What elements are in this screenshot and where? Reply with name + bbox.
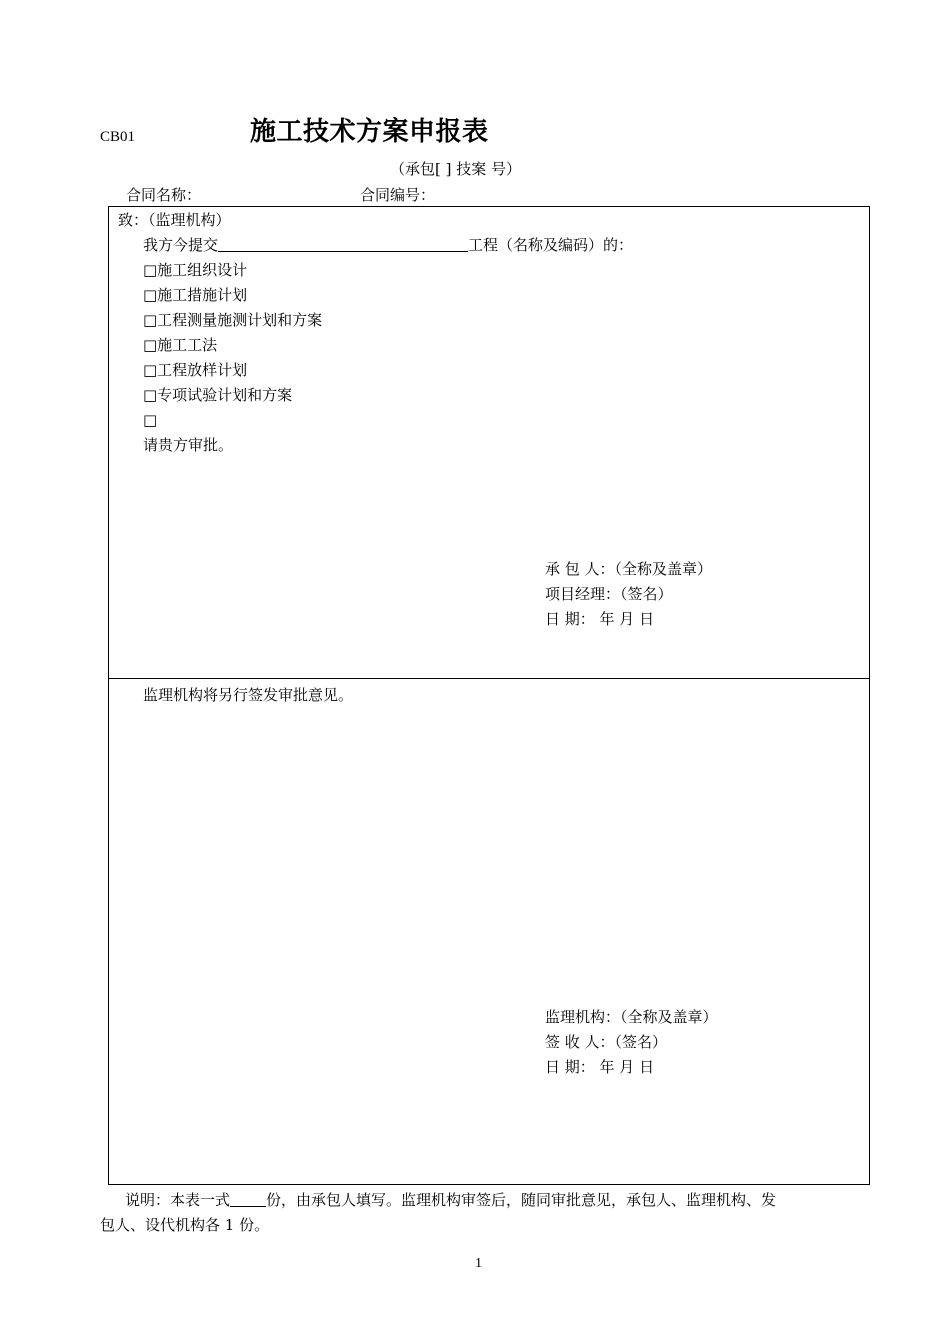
footer-note-line2: 包人、设代机构各 1 份。 [100,1216,270,1234]
supervisor-signature-label: 监理机构：（全称及盖章） [545,1008,718,1026]
form-code: CB01 [100,129,136,145]
project-name-blank[interactable] [218,236,468,252]
page-number: 1 [475,1256,482,1271]
project-manager-label: 项目经理：（签名） [545,585,673,603]
addressee-line: 致：（监理机构） [118,211,231,229]
contract-name-label: 合同名称： [126,186,202,204]
approval-request: 请贵方审批。 [143,436,234,454]
copies-blank[interactable] [230,1191,266,1207]
note-suffix: 份，由承包人填写。监理机构审签后，随同审批意见，承包人、监理机构、发 [266,1191,777,1209]
section-divider [108,678,870,679]
footer-note [125,1191,776,1209]
option-construction-design[interactable]: □施工组织设计 [143,261,248,279]
note-prefix: 说明：本表一式 [125,1191,231,1209]
form-title: 施工技术方案申报表 [250,117,489,147]
option-survey-plan[interactable]: □工程测量施测计划和方案 [143,311,323,329]
supervisor-date-label: 日 期： 年 月 日 [545,1058,655,1076]
submit-line [143,236,633,254]
option-layout-plan[interactable]: □工程放样计划 [143,361,248,379]
contractor-signature-label: 承 包 人：（全称及盖章） [545,560,713,578]
form-subtitle: （承包[ ] 技案 号） [390,160,522,178]
receiver-label: 签 收 人：（签名） [545,1033,668,1051]
contractor-date-label: 日 期： 年 月 日 [545,610,655,628]
option-measures-plan[interactable]: □施工措施计划 [143,286,248,304]
option-test-plan[interactable]: □专项试验计划和方案 [143,386,293,404]
submit-prefix: 我方今提交 [143,236,219,254]
option-construction-method[interactable]: □施工工法 [143,336,218,354]
option-other[interactable]: □ [143,411,158,429]
supervisor-opinion: 监理机构将另行签发审批意见。 [143,686,354,704]
submit-suffix: 工程（名称及编码）的： [468,236,634,254]
contract-number-label: 合同编号： [360,186,436,204]
